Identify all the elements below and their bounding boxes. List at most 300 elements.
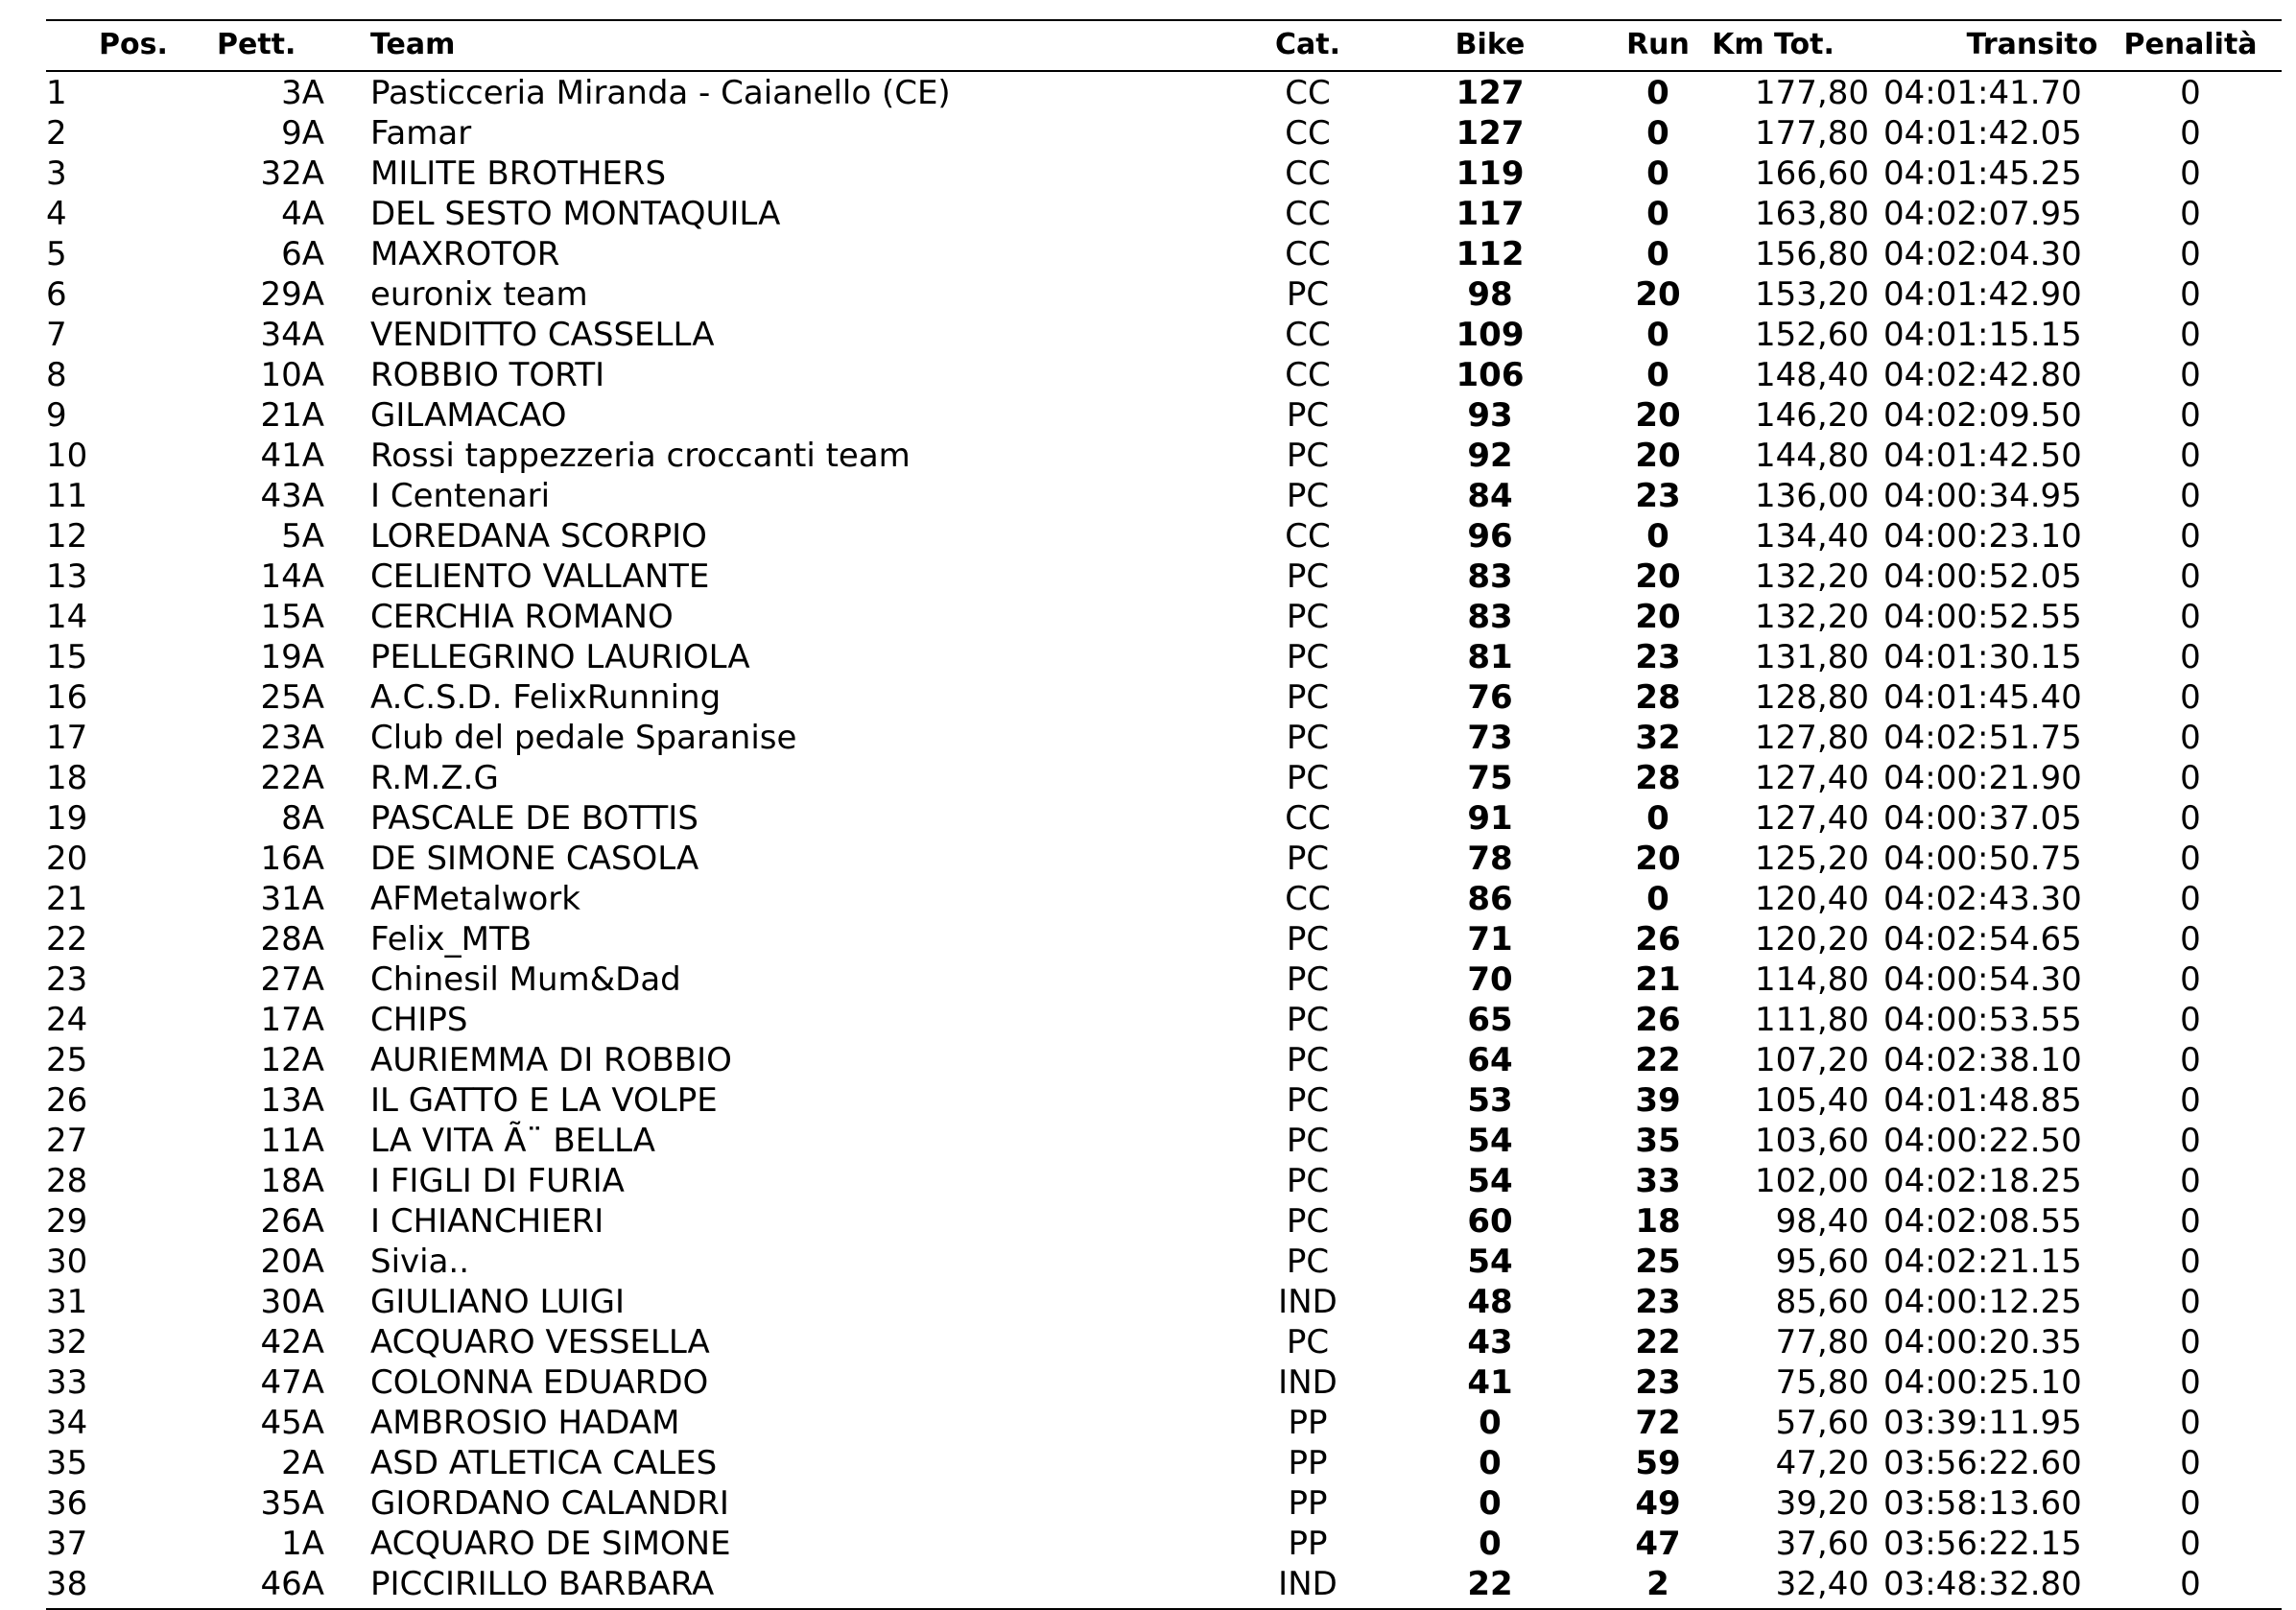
cell-run: 23 — [1635, 1283, 1681, 1321]
cell-pos: 1 — [46, 74, 67, 112]
cell-team: AURIEMMA DI ROBBIO — [370, 1041, 732, 1079]
cell-bike: 109 — [1456, 316, 1525, 354]
cell-run: 23 — [1635, 638, 1681, 676]
cell-penalita: 0 — [2180, 74, 2201, 112]
cell-pett: 11A — [260, 1122, 324, 1160]
cell-pos: 36 — [46, 1484, 88, 1523]
cell-penalita: 0 — [2180, 1363, 2201, 1402]
cell-run: 28 — [1635, 759, 1681, 797]
cell-bike: 54 — [1467, 1243, 1513, 1281]
cell-bike: 91 — [1467, 799, 1513, 838]
cell-cat: PC — [1286, 1041, 1330, 1079]
cell-cat: PP — [1288, 1404, 1328, 1442]
cell-pett: 29A — [260, 275, 324, 314]
cell-transito: 03:56:22.15 — [1883, 1525, 2082, 1563]
cell-pos: 12 — [46, 517, 88, 556]
cell-run: 0 — [1646, 114, 1669, 153]
cell-pett: 12A — [260, 1041, 324, 1079]
cell-bike: 48 — [1467, 1283, 1513, 1321]
table-row — [46, 637, 2282, 677]
cell-pett: 4A — [281, 195, 324, 233]
cell-km: 57,60 — [1775, 1404, 1869, 1442]
cell-pett: 32A — [260, 154, 324, 193]
cell-penalita: 0 — [2180, 437, 2201, 475]
table-row — [46, 73, 2282, 113]
cell-km: 120,20 — [1755, 920, 1869, 959]
cell-run: 22 — [1635, 1323, 1681, 1361]
cell-team: Pasticceria Miranda - Caianello (CE) — [370, 74, 951, 112]
cell-penalita: 0 — [2180, 678, 2201, 717]
cell-km: 136,00 — [1755, 477, 1869, 515]
table-row — [46, 798, 2282, 839]
cell-bike: 43 — [1467, 1323, 1513, 1361]
cell-pos: 2 — [46, 114, 67, 153]
cell-pos: 28 — [46, 1162, 88, 1200]
table-row — [46, 1201, 2282, 1242]
cell-transito: 04:01:45.25 — [1883, 154, 2082, 193]
cell-pett: 13A — [260, 1081, 324, 1120]
table-row — [46, 516, 2282, 556]
cell-pos: 38 — [46, 1565, 88, 1603]
cell-pett: 26A — [260, 1202, 324, 1241]
cell-pett: 42A — [260, 1323, 324, 1361]
cell-km: 127,40 — [1755, 799, 1869, 838]
cell-penalita: 0 — [2180, 1162, 2201, 1200]
cell-pett: 28A — [260, 920, 324, 959]
cell-transito: 04:01:42.50 — [1883, 437, 2082, 475]
table-row — [46, 154, 2282, 194]
cell-pett: 23A — [260, 719, 324, 757]
cell-km: 166,60 — [1755, 154, 1869, 193]
table-row — [46, 234, 2282, 274]
cell-transito: 03:39:11.95 — [1883, 1404, 2082, 1442]
cell-cat: CC — [1285, 316, 1331, 354]
cell-team: GIULIANO LUIGI — [370, 1283, 626, 1321]
table-row — [46, 1403, 2282, 1443]
cell-pett: 20A — [260, 1243, 324, 1281]
cell-team: Felix_MTB — [370, 920, 533, 959]
table-row — [46, 1443, 2282, 1483]
header-divider — [46, 70, 2282, 72]
cell-team: ROBBIO TORTI — [370, 356, 605, 394]
cell-pett: 47A — [260, 1363, 324, 1402]
table-row — [46, 113, 2282, 154]
header-transito: Transito — [1966, 28, 2098, 61]
cell-pos: 20 — [46, 840, 88, 878]
cell-penalita: 0 — [2180, 759, 2201, 797]
cell-run: 26 — [1635, 1001, 1681, 1039]
cell-km: 37,60 — [1775, 1525, 1869, 1563]
cell-run: 32 — [1635, 719, 1681, 757]
cell-km: 163,80 — [1755, 195, 1869, 233]
table-row — [46, 395, 2282, 436]
cell-team: GILAMACAO — [370, 396, 567, 435]
cell-run: 20 — [1635, 598, 1681, 636]
cell-penalita: 0 — [2180, 1081, 2201, 1120]
cell-run: 28 — [1635, 678, 1681, 717]
cell-bike: 75 — [1467, 759, 1513, 797]
cell-pos: 19 — [46, 799, 88, 838]
cell-pett: 16A — [260, 840, 324, 878]
cell-cat: PC — [1286, 920, 1330, 959]
cell-transito: 04:01:45.40 — [1883, 678, 2082, 717]
cell-transito: 04:00:52.55 — [1883, 598, 2082, 636]
cell-pett: 8A — [281, 799, 324, 838]
cell-team: CHIPS — [370, 1001, 468, 1039]
cell-run: 21 — [1635, 960, 1681, 999]
cell-transito: 04:02:51.75 — [1883, 719, 2082, 757]
table-row — [46, 718, 2282, 758]
cell-team: LA VITA Ã¨ BELLA — [370, 1122, 656, 1160]
table-row — [46, 1080, 2282, 1121]
cell-penalita: 0 — [2180, 1041, 2201, 1079]
cell-bike: 71 — [1467, 920, 1513, 959]
cell-pett: 1A — [281, 1525, 324, 1563]
cell-run: 0 — [1646, 316, 1669, 354]
header-cat: Cat. — [1275, 28, 1340, 61]
cell-bike: 41 — [1467, 1363, 1513, 1402]
cell-bike: 117 — [1456, 195, 1525, 233]
cell-transito: 03:48:32.80 — [1883, 1565, 2082, 1603]
cell-penalita: 0 — [2180, 396, 2201, 435]
cell-pett: 34A — [260, 316, 324, 354]
cell-cat: PC — [1286, 1081, 1330, 1120]
cell-penalita: 0 — [2180, 557, 2201, 596]
cell-penalita: 0 — [2180, 840, 2201, 878]
cell-km: 146,20 — [1755, 396, 1869, 435]
cell-km: 77,80 — [1775, 1323, 1869, 1361]
cell-pos: 3 — [46, 154, 67, 193]
cell-run: 39 — [1635, 1081, 1681, 1120]
header-km: Km Tot. — [1712, 28, 1834, 61]
table-row — [46, 556, 2282, 597]
cell-transito: 04:00:34.95 — [1883, 477, 2082, 515]
cell-pos: 23 — [46, 960, 88, 999]
cell-team: ASD ATLETICA CALES — [370, 1444, 718, 1482]
cell-pett: 31A — [260, 880, 324, 918]
table-row — [46, 1242, 2282, 1282]
cell-pos: 4 — [46, 195, 67, 233]
cell-km: 114,80 — [1755, 960, 1869, 999]
table-row — [46, 919, 2282, 959]
cell-transito: 04:01:30.15 — [1883, 638, 2082, 676]
cell-cat: PC — [1286, 1122, 1330, 1160]
cell-team: ACQUARO DE SIMONE — [370, 1525, 731, 1563]
cell-run: 23 — [1635, 477, 1681, 515]
cell-bike: 92 — [1467, 437, 1513, 475]
cell-pett: 25A — [260, 678, 324, 717]
cell-run: 49 — [1635, 1484, 1681, 1523]
cell-pos: 6 — [46, 275, 67, 314]
cell-pett: 2A — [281, 1444, 324, 1482]
cell-transito: 04:02:43.30 — [1883, 880, 2082, 918]
table-row — [46, 1161, 2282, 1201]
cell-pos: 8 — [46, 356, 67, 394]
cell-cat: CC — [1285, 517, 1331, 556]
cell-bike: 22 — [1467, 1565, 1513, 1603]
cell-transito: 04:00:37.05 — [1883, 799, 2082, 838]
cell-team: PELLEGRINO LAURIOLA — [370, 638, 750, 676]
cell-pos: 30 — [46, 1243, 88, 1281]
cell-pett: 46A — [260, 1565, 324, 1603]
cell-bike: 65 — [1467, 1001, 1513, 1039]
cell-pett: 18A — [260, 1162, 324, 1200]
cell-bike: 93 — [1467, 396, 1513, 435]
cell-km: 39,20 — [1775, 1484, 1869, 1523]
cell-transito: 04:00:20.35 — [1883, 1323, 2082, 1361]
cell-cat: PC — [1286, 759, 1330, 797]
cell-pett: 17A — [260, 1001, 324, 1039]
cell-penalita: 0 — [2180, 1444, 2201, 1482]
cell-bike: 0 — [1479, 1404, 1502, 1442]
cell-pett: 9A — [281, 114, 324, 153]
cell-cat: PC — [1286, 960, 1330, 999]
table-row — [46, 315, 2282, 355]
cell-km: 134,40 — [1755, 517, 1869, 556]
cell-pos: 9 — [46, 396, 67, 435]
cell-team: MILITE BROTHERS — [370, 154, 667, 193]
cell-bike: 81 — [1467, 638, 1513, 676]
cell-team: PASCALE DE BOTTIS — [370, 799, 698, 838]
cell-cat: PC — [1286, 1162, 1330, 1200]
table-row — [46, 1483, 2282, 1524]
cell-team: COLONNA EDUARDO — [370, 1363, 709, 1402]
table-row — [46, 1000, 2282, 1040]
cell-team: IL GATTO E LA VOLPE — [370, 1081, 718, 1120]
cell-km: 152,60 — [1755, 316, 1869, 354]
cell-team: R.M.Z.G — [370, 759, 499, 797]
cell-bike: 84 — [1467, 477, 1513, 515]
cell-cat: PC — [1286, 437, 1330, 475]
cell-penalita: 0 — [2180, 1283, 2201, 1321]
cell-penalita: 0 — [2180, 1484, 2201, 1523]
cell-pett: 19A — [260, 638, 324, 676]
cell-pett: 22A — [260, 759, 324, 797]
cell-transito: 04:02:07.95 — [1883, 195, 2082, 233]
cell-run: 0 — [1646, 74, 1669, 112]
cell-team: DEL SESTO MONTAQUILA — [370, 195, 781, 233]
cell-cat: CC — [1285, 235, 1331, 273]
cell-transito: 03:58:13.60 — [1883, 1484, 2082, 1523]
cell-transito: 04:00:22.50 — [1883, 1122, 2082, 1160]
cell-cat: IND — [1278, 1283, 1337, 1321]
cell-transito: 04:02:21.15 — [1883, 1243, 2082, 1281]
cell-cat: IND — [1278, 1363, 1337, 1402]
table-row — [46, 355, 2282, 395]
cell-cat: IND — [1278, 1565, 1337, 1603]
cell-team: VENDITTO CASSELLA — [370, 316, 715, 354]
cell-km: 32,40 — [1775, 1565, 1869, 1603]
cell-cat: PC — [1286, 719, 1330, 757]
cell-penalita: 0 — [2180, 1525, 2201, 1563]
cell-bike: 112 — [1456, 235, 1525, 273]
cell-penalita: 0 — [2180, 1323, 2201, 1361]
cell-run: 2 — [1646, 1565, 1669, 1603]
cell-pett: 43A — [260, 477, 324, 515]
cell-pos: 10 — [46, 437, 88, 475]
cell-pos: 37 — [46, 1525, 88, 1563]
cell-penalita: 0 — [2180, 356, 2201, 394]
cell-transito: 04:02:04.30 — [1883, 235, 2082, 273]
cell-pos: 7 — [46, 316, 67, 354]
cell-run: 0 — [1646, 880, 1669, 918]
cell-penalita: 0 — [2180, 275, 2201, 314]
cell-km: 177,80 — [1755, 74, 1869, 112]
cell-pett: 21A — [260, 396, 324, 435]
cell-cat: PC — [1286, 598, 1330, 636]
cell-pos: 24 — [46, 1001, 88, 1039]
cell-km: 128,80 — [1755, 678, 1869, 717]
header-run: Run — [1626, 28, 1690, 61]
cell-run: 20 — [1635, 396, 1681, 435]
cell-bike: 0 — [1479, 1525, 1502, 1563]
cell-transito: 04:01:48.85 — [1883, 1081, 2082, 1120]
cell-penalita: 0 — [2180, 638, 2201, 676]
cell-pos: 21 — [46, 880, 88, 918]
cell-bike: 54 — [1467, 1122, 1513, 1160]
cell-run: 0 — [1646, 799, 1669, 838]
cell-team: AFMetalwork — [370, 880, 580, 918]
cell-bike: 96 — [1467, 517, 1513, 556]
cell-team: LOREDANA SCORPIO — [370, 517, 707, 556]
cell-km: 111,80 — [1755, 1001, 1869, 1039]
cell-bike: 119 — [1456, 154, 1525, 193]
cell-transito: 04:00:52.05 — [1883, 557, 2082, 596]
cell-penalita: 0 — [2180, 1122, 2201, 1160]
cell-km: 127,80 — [1755, 719, 1869, 757]
table-row — [46, 677, 2282, 718]
cell-transito: 04:02:18.25 — [1883, 1162, 2082, 1200]
cell-transito: 04:00:53.55 — [1883, 1001, 2082, 1039]
cell-team: ACQUARO VESSELLA — [370, 1323, 710, 1361]
table-row — [46, 1121, 2282, 1161]
cell-team: PICCIRILLO BARBARA — [370, 1565, 715, 1603]
cell-bike: 64 — [1467, 1041, 1513, 1079]
cell-cat: PC — [1286, 557, 1330, 596]
cell-pett: 6A — [281, 235, 324, 273]
cell-pett: 41A — [260, 437, 324, 475]
cell-penalita: 0 — [2180, 154, 2201, 193]
cell-run: 33 — [1635, 1162, 1681, 1200]
cell-km: 156,80 — [1755, 235, 1869, 273]
cell-pos: 22 — [46, 920, 88, 959]
cell-transito: 04:00:12.25 — [1883, 1283, 2082, 1321]
table-row — [46, 758, 2282, 798]
cell-pos: 26 — [46, 1081, 88, 1120]
cell-transito: 03:56:22.60 — [1883, 1444, 2082, 1482]
cell-penalita: 0 — [2180, 114, 2201, 153]
cell-pos: 13 — [46, 557, 88, 596]
cell-pos: 15 — [46, 638, 88, 676]
cell-team: A.C.S.D. FelixRunning — [370, 678, 722, 717]
cell-run: 20 — [1635, 275, 1681, 314]
cell-team: Sivia.. — [370, 1243, 470, 1281]
cell-km: 153,20 — [1755, 275, 1869, 314]
cell-penalita: 0 — [2180, 598, 2201, 636]
cell-transito: 04:00:23.10 — [1883, 517, 2082, 556]
cell-penalita: 0 — [2180, 1001, 2201, 1039]
cell-run: 25 — [1635, 1243, 1681, 1281]
cell-pos: 25 — [46, 1041, 88, 1079]
cell-run: 0 — [1646, 356, 1669, 394]
cell-team: Chinesil Mum&Dad — [370, 960, 681, 999]
cell-transito: 04:01:42.90 — [1883, 275, 2082, 314]
table-row — [46, 274, 2282, 315]
cell-transito: 04:02:09.50 — [1883, 396, 2082, 435]
cell-bike: 60 — [1467, 1202, 1513, 1241]
cell-km: 102,00 — [1755, 1162, 1869, 1200]
cell-cat: CC — [1285, 195, 1331, 233]
cell-run: 20 — [1635, 437, 1681, 475]
cell-pos: 31 — [46, 1283, 88, 1321]
cell-pos: 16 — [46, 678, 88, 717]
cell-penalita: 0 — [2180, 799, 2201, 838]
cell-cat: PP — [1288, 1444, 1328, 1482]
cell-team: GIORDANO CALANDRI — [370, 1484, 729, 1523]
table-row — [46, 1362, 2282, 1403]
cell-penalita: 0 — [2180, 316, 2201, 354]
cell-team: I FIGLI DI FURIA — [370, 1162, 625, 1200]
cell-team: Famar — [370, 114, 472, 153]
table-header — [46, 19, 2282, 71]
cell-pett: 27A — [260, 960, 324, 999]
cell-cat: PP — [1288, 1525, 1328, 1563]
cell-bike: 83 — [1467, 557, 1513, 596]
cell-run: 59 — [1635, 1444, 1681, 1482]
cell-penalita: 0 — [2180, 195, 2201, 233]
cell-pos: 29 — [46, 1202, 88, 1241]
cell-pett: 45A — [260, 1404, 324, 1442]
cell-pett: 3A — [281, 74, 324, 112]
cell-bike: 86 — [1467, 880, 1513, 918]
cell-km: 105,40 — [1755, 1081, 1869, 1120]
cell-team: AMBROSIO HADAM — [370, 1404, 680, 1442]
cell-km: 98,40 — [1775, 1202, 1869, 1241]
cell-cat: CC — [1285, 154, 1331, 193]
table-row — [46, 839, 2282, 879]
cell-pos: 32 — [46, 1323, 88, 1361]
table-row — [46, 879, 2282, 919]
cell-pos: 27 — [46, 1122, 88, 1160]
cell-penalita: 0 — [2180, 920, 2201, 959]
cell-km: 47,20 — [1775, 1444, 1869, 1482]
cell-bike: 70 — [1467, 960, 1513, 999]
cell-cat: PC — [1286, 1243, 1330, 1281]
cell-bike: 0 — [1479, 1484, 1502, 1523]
cell-run: 23 — [1635, 1363, 1681, 1402]
cell-transito: 04:02:54.65 — [1883, 920, 2082, 959]
cell-run: 0 — [1646, 154, 1669, 193]
cell-cat: CC — [1285, 114, 1331, 153]
header-pos: Pos. — [99, 28, 168, 61]
cell-team: euronix team — [370, 275, 588, 314]
cell-km: 85,60 — [1775, 1283, 1869, 1321]
cell-bike: 127 — [1456, 74, 1525, 112]
cell-bike: 73 — [1467, 719, 1513, 757]
cell-km: 103,60 — [1755, 1122, 1869, 1160]
cell-pett: 15A — [260, 598, 324, 636]
cell-bike: 78 — [1467, 840, 1513, 878]
table-row — [46, 1564, 2282, 1604]
cell-run: 35 — [1635, 1122, 1681, 1160]
cell-transito: 04:02:38.10 — [1883, 1041, 2082, 1079]
cell-team: CELIENTO VALLANTE — [370, 557, 710, 596]
cell-run: 0 — [1646, 235, 1669, 273]
cell-km: 107,20 — [1755, 1041, 1869, 1079]
cell-penalita: 0 — [2180, 1243, 2201, 1281]
cell-cat: CC — [1285, 356, 1331, 394]
cell-bike: 127 — [1456, 114, 1525, 153]
